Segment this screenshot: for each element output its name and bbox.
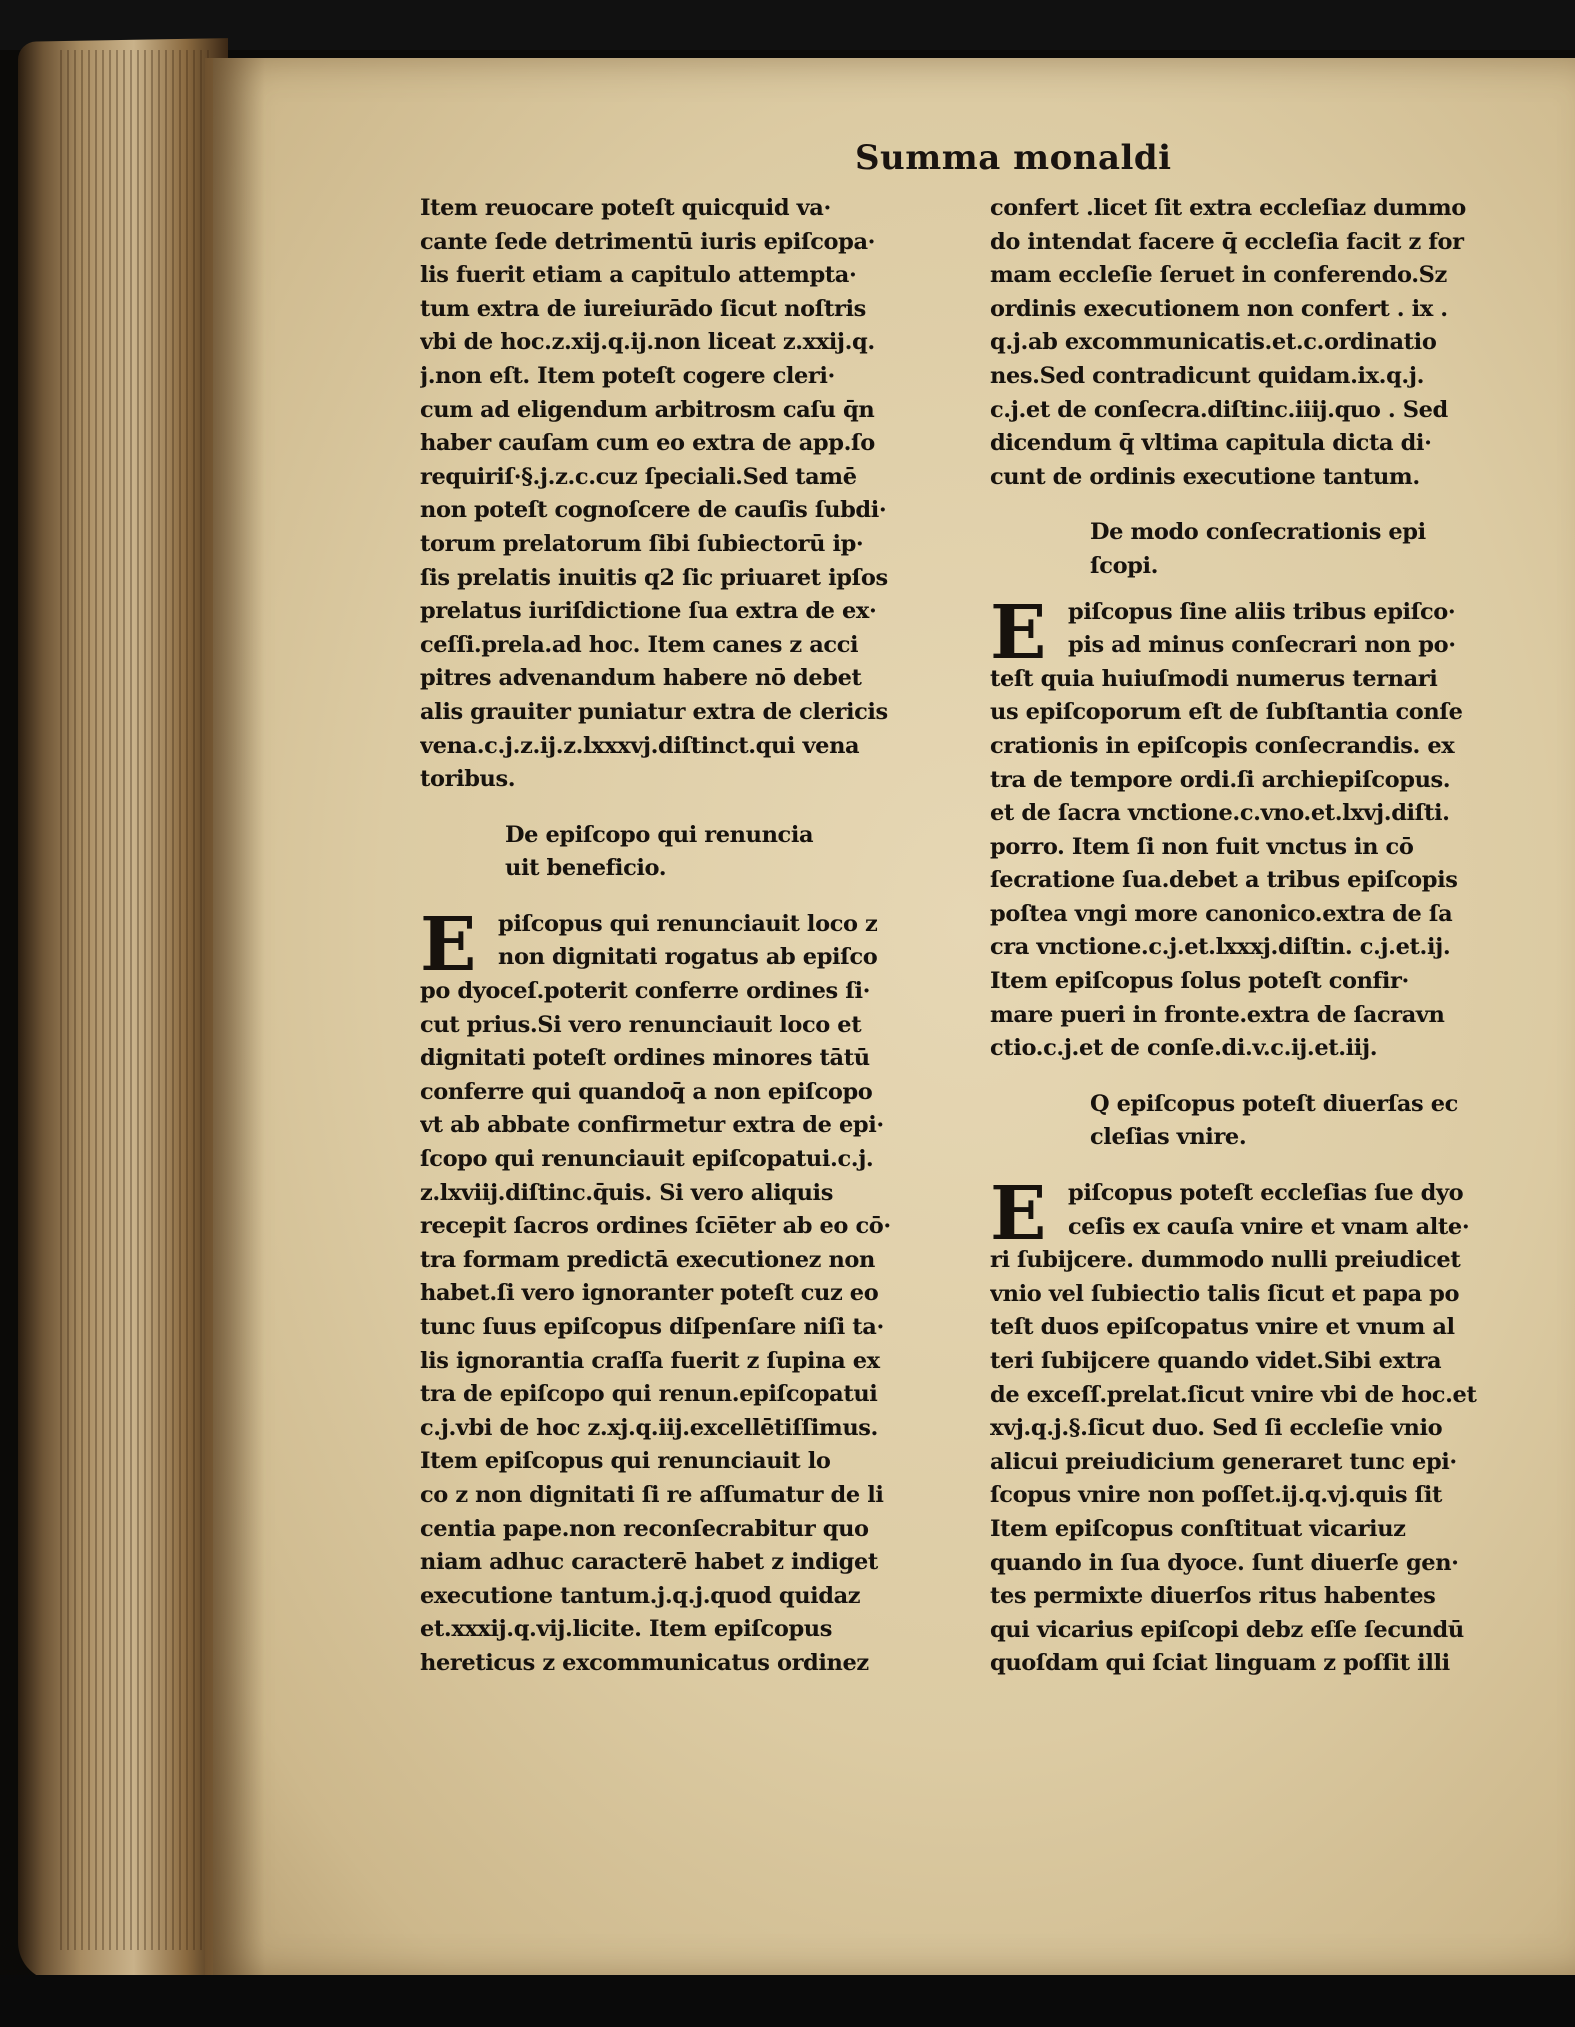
left-paragraph-2-indented	[420, 908, 975, 975]
text-line: ſis prelatis inuitis q2 ſic priuaret ipſos	[420, 564, 888, 591]
text-line: quando in ſua dyoce. ſunt diuerſe gen·	[990, 1549, 1459, 1576]
text-line: Item epiſcopus ſolus poteſt confir·	[990, 968, 1409, 995]
text-line: toribus.	[420, 766, 516, 793]
text-line: recepit ſacros ordines ſcīēter ab eo cō·	[420, 1213, 891, 1240]
text-line: quoſdam qui ſciat linguam z poſſit illi	[990, 1650, 1450, 1677]
text-line: uit beneficio.	[505, 855, 667, 882]
text-line: vena.c.j.z.ij.z.lxxxvj.diſtinct.qui vena	[420, 732, 860, 759]
background-top	[0, 0, 1575, 50]
drop-cap: E	[990, 1171, 1047, 1258]
text-line: mare pueri in fronte.extra de ſacravn	[990, 1001, 1445, 1028]
text-line: Item epiſcopus conſtituat vicariuz	[990, 1515, 1406, 1542]
text-line: vbi de hoc.z.xij.q.ij.non liceat z.xxij.q.	[420, 329, 875, 356]
text-line: co z non dignitati ſi re aſſumatur de li	[420, 1481, 884, 1508]
text-line: ctio.c.j.et de conſe.di.v.c.ij.et.iij.	[990, 1035, 1378, 1062]
left-paragraph-2	[420, 975, 975, 1680]
text-line: xvj.q.j.§.ſicut duo. Sed ſi eccleſie vnio	[990, 1415, 1443, 1442]
text-line: q.j.ab excommunicatis.et.c.ordinatio	[990, 329, 1437, 356]
right-paragraph-3	[990, 1244, 1535, 1681]
background-bottom	[0, 1975, 1575, 2027]
text-line: Q epiſcopus poteſt diuerſas ec	[1090, 1090, 1458, 1117]
text-line: cleſias vnire.	[1090, 1124, 1247, 1151]
text-line: pis ad minus conſecrari non po·	[1068, 632, 1456, 659]
text-line: teſt duos epiſcopatus vnire et vnum al	[990, 1314, 1455, 1341]
text-line: Item reuocare poteſt quicquid va·	[420, 195, 831, 221]
text-line: non poteſt cognoſcere de cauſis ſubdi·	[420, 497, 887, 524]
text-line: torum prelatorum ſibi ſubiectorū ip·	[420, 530, 864, 557]
right-paragraph-2	[990, 663, 1535, 1066]
text-line: Item epiſcopus qui renunciauit lo	[420, 1448, 831, 1475]
text-line: lis ignorantia craſſa fuerit z ſupina ex	[420, 1347, 880, 1374]
text-line: alicui preiudicium generaret tunc epi·	[990, 1448, 1457, 1475]
text-line: hereticus z excommunicatus ordinez	[420, 1649, 869, 1676]
text-line: requiriſ·§.j.z.c.cuz ſpeciali.Sed tamē	[420, 463, 857, 490]
text-line: ceſſi.prela.ad hoc. Item canes z acci	[420, 631, 859, 658]
page-edges	[60, 50, 210, 1950]
text-line: teſt quia huiuſmodi numerus ternari	[990, 665, 1438, 692]
right-heading-1	[990, 516, 1535, 583]
text-line: cut prius.Si vero renunciauit loco et	[420, 1011, 862, 1038]
right-paragraph-3-indented	[990, 1177, 1535, 1244]
text-line: et de ſacra vnctione.c.vno.et.lxvj.diſti.	[990, 800, 1450, 827]
text-line: ſcopo qui renunciauit epiſcopatui.c.j.	[420, 1146, 874, 1173]
left-heading-1	[420, 819, 975, 886]
text-line: haber cauſam cum eo extra de app.ſo	[420, 430, 875, 457]
text-line: De modo conſecrationis epi	[1090, 519, 1426, 546]
text-line: nes.Sed contradicunt quidam.ix.q.j.	[990, 362, 1425, 389]
drop-cap: E	[990, 589, 1047, 676]
text-line: mam eccleſie ſeruet in conferendo.Sz	[990, 262, 1447, 289]
text-line: crationis in epiſcopis conſecrandis. ex	[990, 732, 1455, 759]
text-line: conferre qui quandoq̄ a non epiſcopo	[420, 1078, 873, 1105]
text-line: cante ſede detrimentū iuris epiſcopa·	[420, 228, 876, 255]
right-paragraph-2-indented	[990, 596, 1535, 663]
text-line: dignitati poteſt ordines minores tātū	[420, 1045, 870, 1072]
right-initial-block-2	[990, 1171, 1535, 1258]
text-line: c.j.et de conſecra.diſtinc.iiij.quo . Sed	[990, 396, 1448, 423]
gutter-shadow	[205, 58, 265, 1978]
text-line: cum ad eligendum arbitrosm caſu q̄n	[420, 396, 875, 423]
text-line: lis fuerit etiam a capitulo attempta·	[420, 262, 857, 289]
text-line: prelatus iuriſdictione ſua extra de ex·	[420, 598, 877, 625]
text-line: confert .licet ſit extra eccleſiaz dummo	[990, 195, 1466, 221]
right-heading-2	[990, 1088, 1535, 1155]
running-head: Summa monaldi	[855, 138, 1172, 178]
right-paragraph-1	[990, 192, 1535, 494]
right-column	[990, 192, 1535, 1681]
text-line: ri ſubijcere. dummodo nulli preiudicet	[990, 1247, 1461, 1274]
text-line: ſcopi.	[1090, 552, 1159, 579]
text-line: z.lxviij.diſtinc.q̄uis. Si vero aliquis	[420, 1179, 833, 1206]
text-line: executione tantum.j.q.j.quod quidaz	[420, 1582, 861, 1609]
text-line: de exceſſ.prelat.ſicut vnire vbi de hoc.et	[990, 1381, 1477, 1408]
text-line: et.xxxij.q.vij.licite. Item epiſcopus	[420, 1616, 832, 1643]
drop-cap: E	[420, 901, 477, 988]
text-line: dicendum q̄ vltima capitula dicta di·	[990, 430, 1432, 457]
text-line: tum extra de iureiurādo ſicut noſtris	[420, 295, 866, 322]
text-line: tra de tempore ordi.ſi archiepiſcopus.	[990, 766, 1451, 793]
text-line: poſtea vngi more canonico.extra de ſa	[990, 900, 1453, 927]
text-line: tes permixte diuerſos ritus habentes	[990, 1583, 1436, 1610]
text-line: alis grauiter puniatur extra de clericis	[420, 698, 888, 725]
text-line: piſcopus ſine aliis tribus epiſco·	[1068, 598, 1456, 625]
text-line: c.j.vbi de hoc z.xj.q.iij.excellētiſſimus.	[420, 1414, 878, 1441]
text-line: do intendat facere q̄ eccleſia facit z for	[990, 228, 1464, 255]
text-line: De epiſcopo qui renuncia	[505, 821, 814, 848]
text-line: cra vnctione.c.j.et.lxxxj.diſtin. c.j.et.ij.	[990, 934, 1451, 961]
text-line: j.non eſt. Item poteſt cogere cleri·	[420, 362, 835, 389]
text-line: ſcopus vnire non poſſet.ij.q.vj.quis ſit	[990, 1482, 1443, 1509]
text-line: centia pape.non reconſecrabitur quo	[420, 1515, 869, 1542]
text-line: porro. Item ſi non fuit vnctus in cō	[990, 833, 1414, 860]
left-paragraph-1	[420, 192, 975, 797]
text-line: cunt de ordinis executione tantum.	[990, 463, 1420, 490]
right-initial-block-1	[990, 589, 1535, 676]
text-line: us epiſcoporum eſt de ſubſtantia conſe	[990, 699, 1463, 726]
text-line: tunc ſuus epiſcopus diſpenſare niſi ta·	[420, 1314, 884, 1340]
text-line: vnio vel ſubiectio talis ſicut et papa po	[990, 1280, 1460, 1307]
left-initial-block	[420, 901, 975, 988]
text-line: habet.ſi vero ignoranter poteſt cuz eo	[420, 1280, 879, 1307]
text-line: tra de epiſcopo qui renun.epiſcopatui	[420, 1381, 878, 1408]
text-line: ceſis ex cauſa vnire et vnam alte·	[1068, 1213, 1470, 1240]
text-line: niam adhuc caracterē habet z indiget	[420, 1549, 878, 1576]
text-line: vt ab abbate confirmetur extra de epi·	[420, 1112, 884, 1139]
text-line: qui vicarius epiſcopi debz eſſe ſecundū	[990, 1616, 1464, 1643]
text-line: po dyoceſ.poterit conferre ordines ſi·	[420, 978, 871, 1005]
text-line: tra formam predictā executionez non	[420, 1246, 875, 1273]
left-column	[420, 192, 975, 1681]
text-line: non dignitati rogatus ab epiſco	[498, 944, 878, 971]
text-line: piſcopus qui renunciauit loco z	[498, 910, 878, 937]
text-line: pitres advenandum habere nō debet	[420, 665, 862, 692]
text-line: ſecratione ſua.debet a tribus epiſcopis	[990, 867, 1458, 894]
text-line: teri ſubijcere quando videt.Sibi extra	[990, 1348, 1442, 1374]
text-line: ordinis executionem non confert . ix .	[990, 295, 1448, 322]
text-line: piſcopus poteſt eccleſias ſue dyo	[1068, 1180, 1464, 1207]
